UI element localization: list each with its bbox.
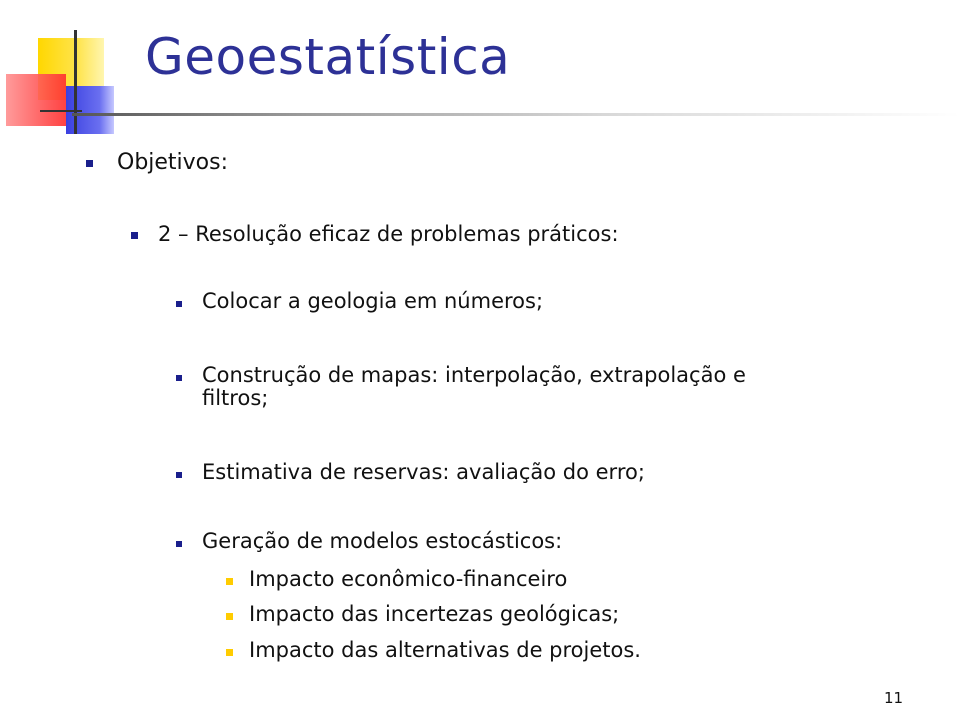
square-bullet-icon bbox=[131, 232, 138, 239]
bullet-text: Objetivos: bbox=[117, 150, 229, 175]
sub-bullet-impacto-economico bbox=[226, 567, 567, 591]
bullet-geologia-numeros bbox=[176, 290, 543, 313]
bullet-text: Geração de modelos estocásticos: bbox=[202, 529, 563, 553]
bullet-text-line1: Construção de mapas: interpolação, extrapolação e bbox=[202, 363, 746, 387]
bullet-text bbox=[202, 364, 746, 410]
sub-bullet-impacto-alternativas bbox=[226, 638, 641, 662]
square-bullet-icon bbox=[176, 541, 182, 547]
bullet-objetivos bbox=[86, 150, 228, 175]
bullet-resolucao bbox=[131, 222, 619, 246]
square-bullet-icon bbox=[176, 301, 182, 307]
sub-bullet-text: Impacto das incertezas geológicas; bbox=[249, 602, 620, 626]
bullet-construcao-mapas bbox=[176, 364, 746, 410]
logo-horizontal-line bbox=[40, 110, 82, 112]
page-number: 11 bbox=[884, 689, 904, 707]
sub-bullet-text: Impacto das alternativas de projetos. bbox=[249, 638, 641, 662]
bullet-modelos-estocasticos bbox=[176, 530, 562, 553]
sub-bullet-text: Impacto econômico-financeiro bbox=[249, 567, 568, 591]
square-bullet-icon bbox=[226, 578, 233, 585]
bullet-estimativa-reservas bbox=[176, 461, 645, 484]
logo-graphic bbox=[0, 0, 140, 140]
title-underline bbox=[72, 113, 960, 116]
square-bullet-icon bbox=[176, 472, 182, 478]
logo-red-square bbox=[6, 74, 66, 126]
slide-title: Geoestatística bbox=[145, 28, 511, 86]
logo-vertical-line bbox=[74, 30, 77, 134]
bullet-text: Colocar a geologia em números; bbox=[202, 289, 544, 313]
square-bullet-icon bbox=[226, 649, 233, 656]
square-bullet-icon bbox=[176, 375, 182, 381]
bullet-text: Estimativa de reservas: avaliação do erro; bbox=[202, 460, 645, 484]
square-bullet-icon bbox=[226, 613, 233, 620]
bullet-text-line2: filtros; bbox=[202, 386, 269, 410]
square-bullet-icon bbox=[86, 160, 93, 167]
sub-bullet-impacto-incertezas bbox=[226, 602, 619, 626]
bullet-text: 2 – Resolução eficaz de problemas práticos: bbox=[158, 222, 619, 246]
